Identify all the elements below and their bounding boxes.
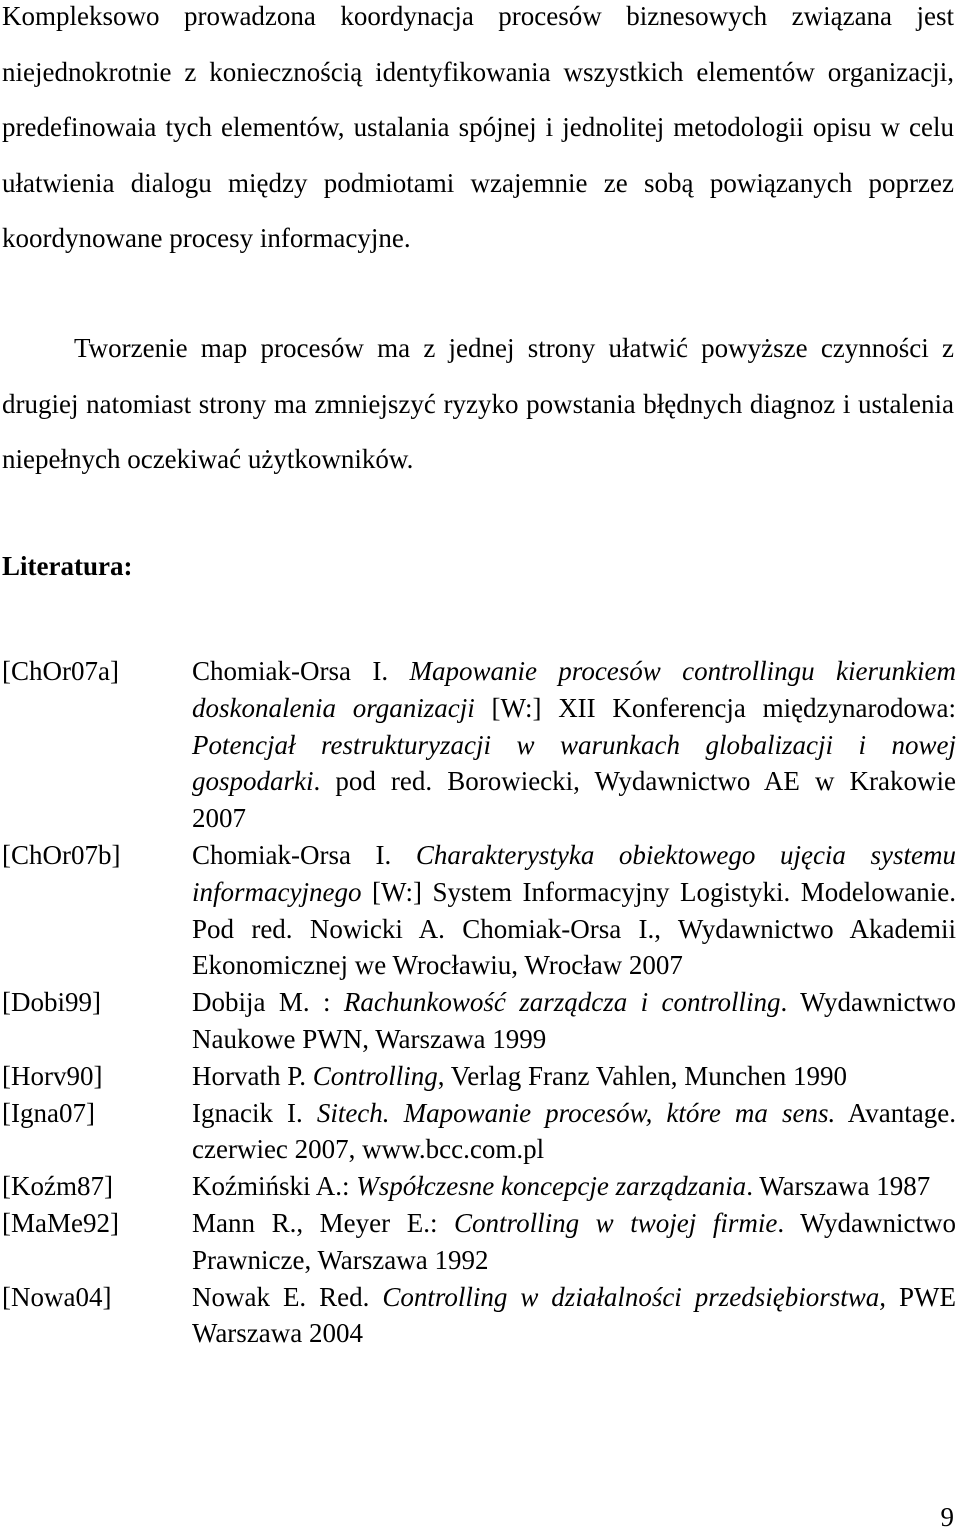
reference-text: Koźmiński A.: Współczesne koncepcje zarządzania. Warszawa 1987 — [192, 1171, 931, 1202]
reference-entry — [2, 1205, 956, 1279]
reference-key: [Horv90] — [2, 1060, 103, 1091]
body-paragraph-2: Tworzenie map procesów ma z jednej strony ułatwić powyższe czynności z drugiej natomiast strony ma zmniejszyć ryzyko powstania błędnych diagnoz i ustalenia niepełnych oczekiwać użytkowników. — [2, 333, 954, 474]
reference-key: [Nowa04] — [2, 1281, 112, 1312]
section-heading: Literatura: — [2, 551, 133, 581]
reference-key: [MaMe92] — [2, 1207, 119, 1238]
body-paragraph-1: Kompleksowo prowadzona koordynacja procesów biznesowych związana jest niejednokrotnie z koniecznością identyfikowania wszystkich elementów organizacji, predefinowaia tych elementów, ustalania spójnej i jednolitej metodologii opisu w celu ułatwienia dialogu między podmiotami wzajemnie ze sobą powiązanych poprzez koordynowane procesy informacyjne. — [2, 1, 954, 253]
reference-entry — [2, 1279, 956, 1353]
reference-entry — [2, 1168, 956, 1205]
reference-text: Ignacik I. Sitech. Mapowanie procesów, które ma sens. Avantage. czerwiec 2007, www.bcc.com.pl — [192, 1097, 956, 1165]
reference-text: Mann R., Meyer E.: Controlling w twojej firmie. Wydawnictwo Prawnicze, Warszawa 1992 — [192, 1207, 957, 1275]
reference-text: Dobija M. : Rachunkowość zarządcza i controlling. Wydawnictwo Naukowe PWN, Warszawa 1999 — [192, 987, 956, 1054]
reference-text: Horvath P. Controlling, Verlag Franz Vahlen, Munchen 1990 — [192, 1060, 847, 1091]
reference-text: Chomiak-Orsa I. Mapowanie procesów controllingu kierunkiem doskonalenia organizacji [W:] XII Konferencja międzynarodowa: Potencjał restrukturyzacji w warunkach globalizacji i nowej gospodarki. pod red. Borowiecki, Wydawnictwo AE w Krakowie 2007 — [192, 656, 957, 834]
reference-entry — [2, 1058, 956, 1095]
reference-entry — [2, 837, 956, 984]
reference-key: [ChOr07b] — [2, 839, 121, 870]
page-number: 9 — [940, 1502, 954, 1532]
reference-entry — [2, 1095, 956, 1169]
references-list — [2, 653, 956, 1352]
reference-key: [Koźm87] — [2, 1171, 113, 1202]
reference-key: [ChOr07a] — [2, 656, 119, 686]
reference-key: [Igna07] — [2, 1097, 95, 1128]
reference-key: [Dobi99] — [2, 987, 101, 1018]
reference-entry — [2, 984, 956, 1058]
reference-text: Nowak E. Red. Controlling w działalności przedsiębiorstwa, PWE Warszawa 2004 — [192, 1281, 956, 1349]
reference-entry — [2, 653, 956, 837]
reference-text: Chomiak-Orsa I. Charakterystyka obiektowego ujęcia systemu informacyjnego [W:] System Informacyjny Logistyki. Modelowanie. Pod red. Nowicki A. Chomiak-Orsa I., Wydawnictwo Akademii Ekonomicznej we Wrocławiu, Wrocław 2007 — [192, 839, 956, 981]
